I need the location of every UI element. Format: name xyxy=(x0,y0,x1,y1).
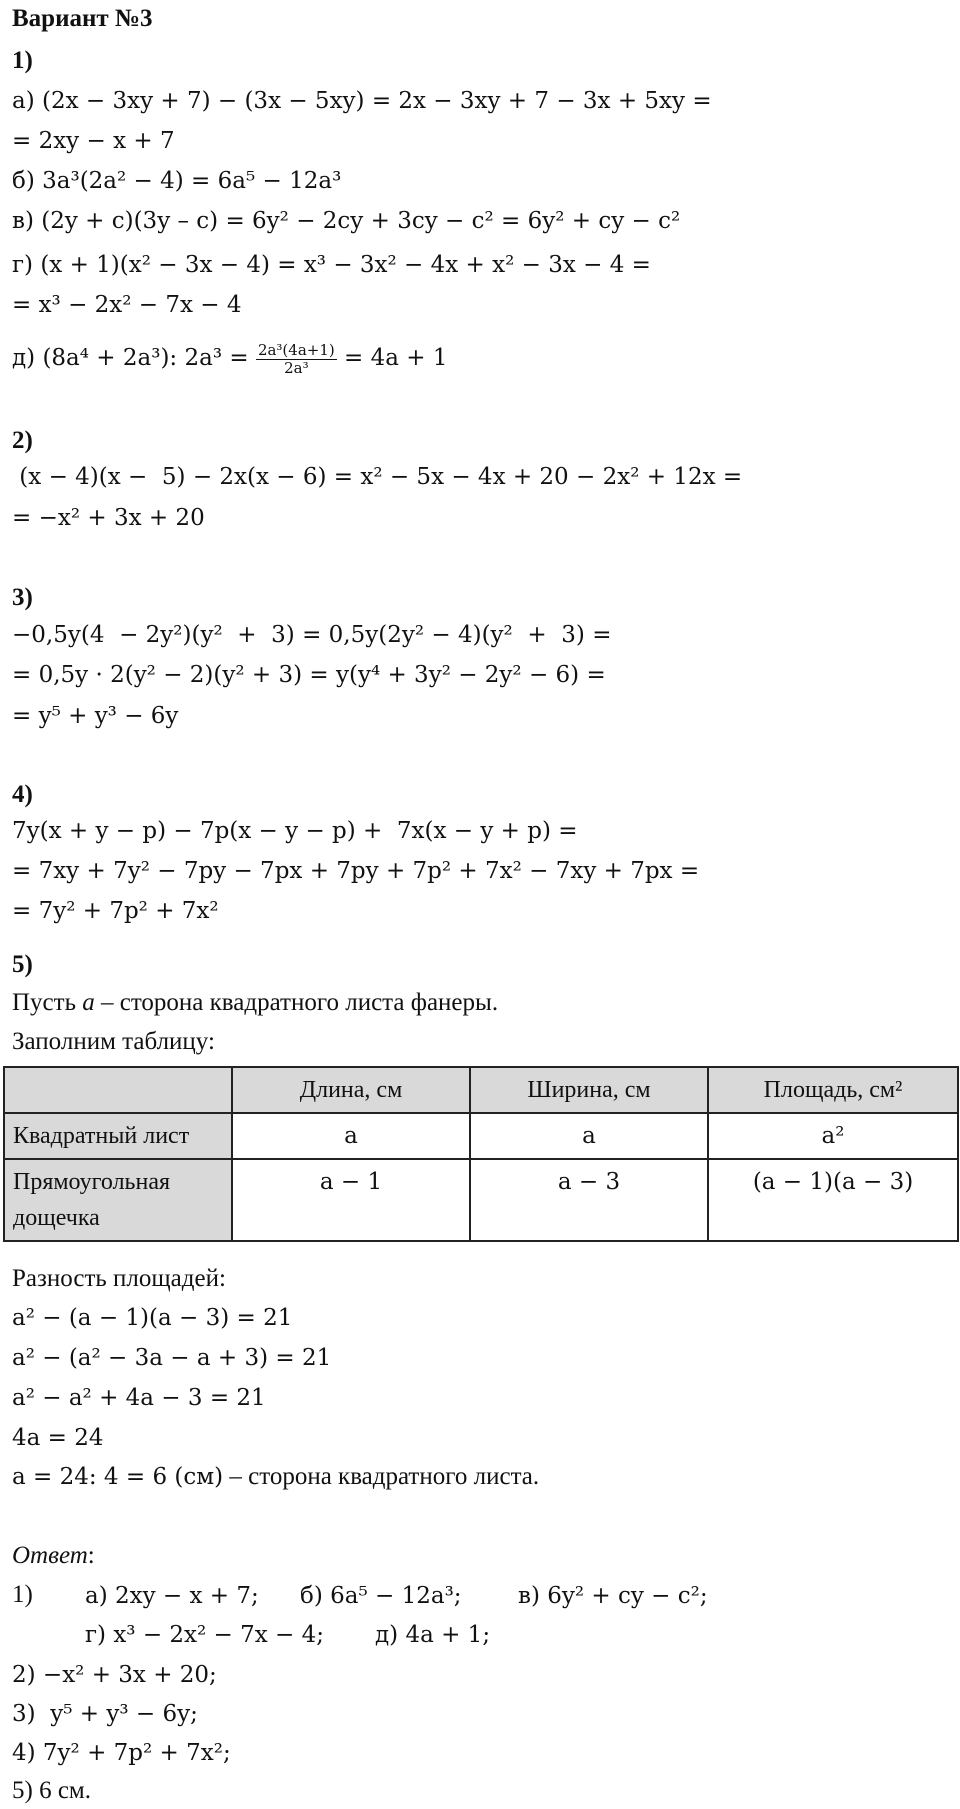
task3-line3: = y⁵ + y³ − 6y xyxy=(12,703,179,729)
table-row xyxy=(4,1113,958,1159)
table-cell: a xyxy=(232,1113,470,1159)
task5-step5-text: – сторона квадратного листа. xyxy=(223,1463,540,1490)
task5-diff-label: Разность площадей: xyxy=(12,1265,226,1292)
table-row xyxy=(4,1159,958,1241)
task5-let xyxy=(12,988,498,1018)
task5-step5 xyxy=(12,1462,539,1492)
table-header-row xyxy=(4,1067,958,1113)
fraction-denominator: 2a³ xyxy=(284,358,309,377)
table-row-label: Квадратный лист xyxy=(4,1113,232,1159)
task1-d-fraction xyxy=(256,342,337,377)
task2-line2: = −x² + 3x + 20 xyxy=(12,505,205,531)
task4-line1: 7y(x + y − p) − 7p(x − y − p) + 7x(x − y + p) = xyxy=(12,818,578,844)
table-header-cell: Площадь, см² xyxy=(708,1067,958,1113)
answer-label xyxy=(12,1541,95,1571)
answer-1v: в) 6y² + cy − c²; xyxy=(518,1583,708,1609)
answer-4: 4) 7y² + 7p² + 7x²; xyxy=(12,1740,231,1766)
answer-1a: а) 2xy − x + 7; xyxy=(85,1583,259,1609)
table-header-cell: Ширина, см xyxy=(470,1067,708,1113)
table-header-cell xyxy=(4,1067,232,1113)
table-cell: a² xyxy=(708,1113,958,1159)
table-header-cell: Длина, см xyxy=(232,1067,470,1113)
task4-line3: = 7y² + 7p² + 7x² xyxy=(12,898,219,924)
task1-v: в) (2y + c)(3y – c) = 6y² − 2cy + 3cy − c² = 6y² + cy − c² xyxy=(12,208,681,234)
answer-2: 2) −x² + 3x + 20; xyxy=(12,1662,217,1688)
answer-5: 5) 6 см. xyxy=(12,1777,91,1804)
task5-let-variable: a xyxy=(82,989,95,1016)
task1-a-line1: а) (2x − 3xy + 7) − (3x − 5xy) = 2x − 3xy + 7 − 3x + 5xy = xyxy=(12,88,712,114)
task1-g-line1: г) (x + 1)(x² − 3x − 4) = x³ − 3x² − 4x + x² − 3x − 4 = xyxy=(12,252,651,278)
dimensions-table xyxy=(3,1066,959,1242)
task1-d-right: = 4a + 1 xyxy=(336,345,448,371)
table-cell: a − 3 xyxy=(470,1159,708,1241)
task2-header: 2) xyxy=(12,427,33,454)
table-row-label: Прямоугольная дощечка xyxy=(4,1159,232,1241)
task1-d-left: д) (8a⁴ + 2a³): 2a³ = xyxy=(12,345,256,371)
answer-1b: б) 6a⁵ − 12a³; xyxy=(300,1583,462,1609)
answer-1g: г) x³ − 2x² − 7x − 4; xyxy=(85,1622,325,1648)
fraction-numerator: 2a³(4a+1) xyxy=(257,340,335,359)
task5-step2: a² − (a² − 3a − a + 3) = 21 xyxy=(12,1345,332,1371)
table-cell: a − 1 xyxy=(232,1159,470,1241)
task1-g-line2: = x³ − 2x² − 7x − 4 xyxy=(12,292,242,318)
task5-let-suffix: – сторона квадратного листа фанеры. xyxy=(94,989,499,1016)
task5-step3: a² − a² + 4a − 3 = 21 xyxy=(12,1385,266,1411)
task1-a-line2: = 2xy − x + 7 xyxy=(12,128,175,154)
table-cell: (a − 1)(a − 3) xyxy=(708,1159,958,1241)
task5-step5-math: a = 24: 4 = 6 (см) xyxy=(12,1464,224,1490)
task5-fill-table: Заполним таблицу: xyxy=(12,1028,215,1055)
task1-header: 1) xyxy=(12,47,33,74)
answer-num-1: 1) xyxy=(12,1581,33,1608)
task1-d xyxy=(12,338,448,378)
task5-step1: a² − (a − 1)(a − 3) = 21 xyxy=(12,1305,293,1331)
task1-b: б) 3a³(2a² − 4) = 6a⁵ − 12a³ xyxy=(12,168,342,194)
task4-line2: = 7xy + 7y² − 7py − 7px + 7py + 7p² + 7x² − 7xy + 7px = xyxy=(12,858,700,884)
answer-label-text: Ответ xyxy=(12,1542,88,1569)
task5-header: 5) xyxy=(12,951,33,978)
task2-line1: (x − 4)(x − 5) − 2x(x − 6) = x² − 5x − 4x + 20 − 2x² + 12x = xyxy=(12,464,743,490)
task4-header: 4) xyxy=(12,781,33,808)
task3-header: 3) xyxy=(12,584,33,611)
task3-line2: = 0,5y · 2(y² − 2)(y² + 3) = y(y⁴ + 3y² − 2y² − 6) = xyxy=(12,662,606,688)
table-cell: a xyxy=(470,1113,708,1159)
answer-3: 3) y⁵ + y³ − 6y; xyxy=(12,1701,198,1727)
task5-let-prefix: Пусть xyxy=(12,989,83,1016)
page-title: Вариант №3 xyxy=(12,5,153,32)
answer-label-colon: : xyxy=(87,1542,95,1569)
task5-step4: 4a = 24 xyxy=(12,1425,104,1451)
task3-line1: −0,5y(4 − 2y²)(y² + 3) = 0,5y(2y² − 4)(y² + 3) = xyxy=(12,622,612,648)
answer-1d: д) 4a + 1; xyxy=(375,1622,491,1648)
